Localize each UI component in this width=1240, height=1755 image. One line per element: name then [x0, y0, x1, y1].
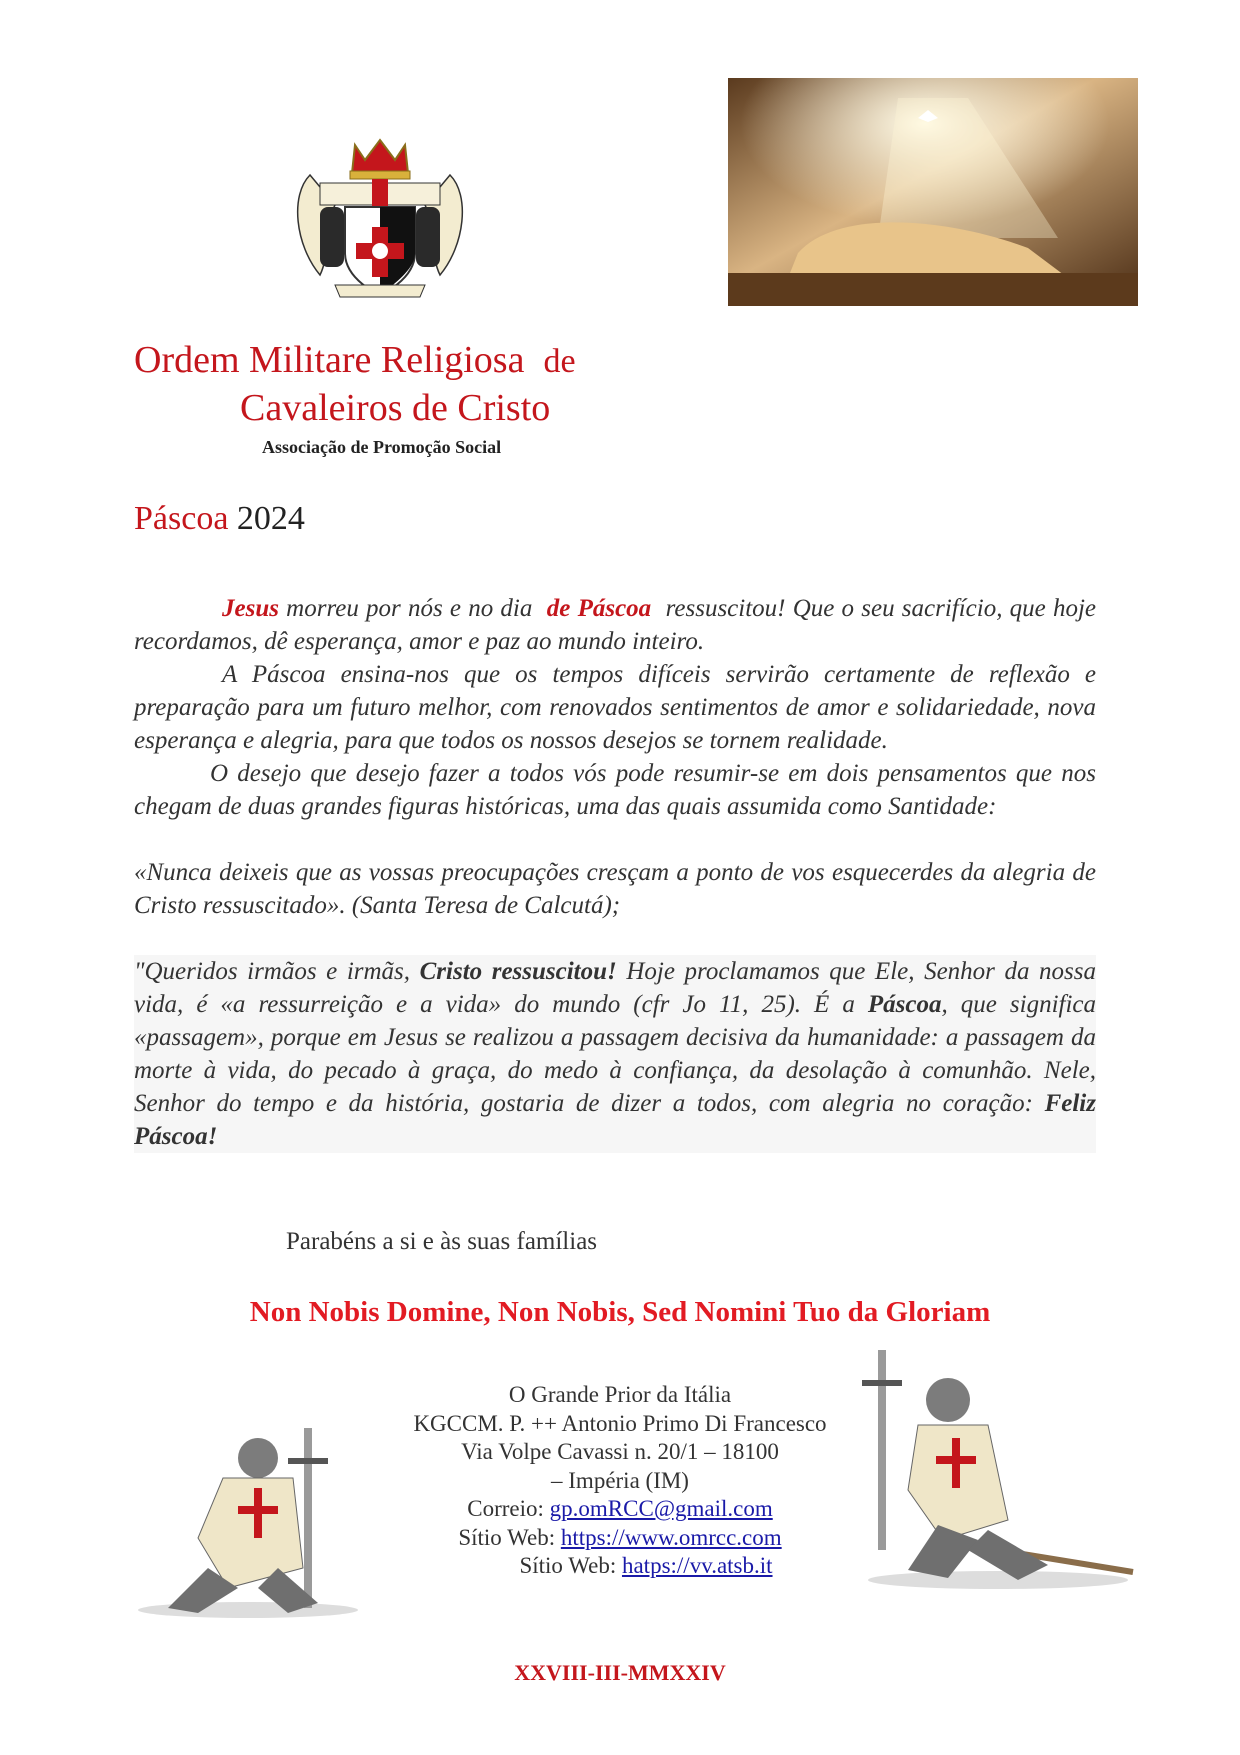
- website-link-2[interactable]: hatps://vv.atsb.it: [621, 1553, 773, 1578]
- org-name-line1: Ordem Militare Religiosa de: [134, 339, 576, 381]
- quote-pope: "Queridos irmãos e irmãs, Cristo ressuscitou! Hoje proclamamos que Ele, Senhor da nossa vida, é «a ressurreição e a vida» do mundo (cfr Jo 11, 25). É a Páscoa, que significa «passagem», porque em Jesus se realizou a passagem decisiva da humanidade: a passagem da morte à vida, do pecado à graça, do medo à confiança, da desolação à comunhão. Nele, Senhor do tempo e da história, gostaria de dizer a todos, com alegria no coração: Feliz Páscoa!: [134, 955, 1096, 1153]
- signature-web1-row: Sítio Web: https://www.omrcc.com: [458, 1524, 782, 1550]
- paragraph-2: A Páscoa ensina-nos que os tempos difíceis servirão certamente de reflexão e preparação para um futuro melhor, com renovados sentimentos de amor e solidariedade, nova esperança e alegria, para que todos os nossos desejos se tornem realidade.: [134, 661, 1096, 754]
- signature-block: [340, 1381, 900, 1581]
- signature-email-row: Correio: gp.omRCC@gmail.com: [467, 1496, 773, 1521]
- letter-body: [134, 592, 1096, 1153]
- org-name-line2: Cavaleiros de Cristo: [240, 387, 551, 429]
- empty-tomb-photo: [728, 78, 1138, 306]
- paragraph-3: O desejo que desejo fazer a todos vós pode resumir-se em dois pensamentos que nos chegam de duas grandes figuras históricas, uma das quais assumida como Santidade:: [134, 760, 1096, 820]
- org-subtitle: Associação de Promoção Social: [262, 437, 502, 457]
- signature-address: Via Volpe Cavassi n. 20/1 – 18100: [461, 1439, 779, 1464]
- signature-web2-row: Sítio Web: hatps://vv.atsb.it: [519, 1553, 773, 1578]
- website-link-1[interactable]: https://www.omrcc.com: [560, 1524, 782, 1550]
- order-crest-logo: [290, 135, 470, 303]
- signature-name: KGCCM. P. ++ Antonio Primo Di Francesco: [413, 1410, 827, 1436]
- kneeling-knight-left-illustration: [128, 1418, 368, 1618]
- congratulations-line: Parabéns a si e às suas famílias: [286, 1228, 598, 1255]
- email-link[interactable]: gp.omRCC@gmail.com: [549, 1496, 773, 1521]
- date-roman: XXVIII-III-MMXXIV: [514, 1660, 726, 1685]
- signature-city: – Impéria (IM): [551, 1467, 689, 1493]
- signature-title: O Grande Prior da Itália: [508, 1382, 732, 1407]
- motto: Non Nobis Domine, Non Nobis, Sed Nomini Tuo da Gloriam: [249, 1296, 991, 1328]
- paragraph-1: Jesus morreu por nós e no dia de Páscoa ressuscitou! Que o seu sacrifício, que hoje recordamos, dê esperança, amor e paz ao mundo inteiro.: [134, 595, 1097, 655]
- quote-teresa: «Nunca deixeis que as vossas preocupações cresçam a ponto de vos esquecerdes da alegria de Cristo ressuscitado». (Santa Teresa de Calcutá);: [134, 859, 1096, 919]
- page-title: Páscoa 2024: [134, 500, 305, 537]
